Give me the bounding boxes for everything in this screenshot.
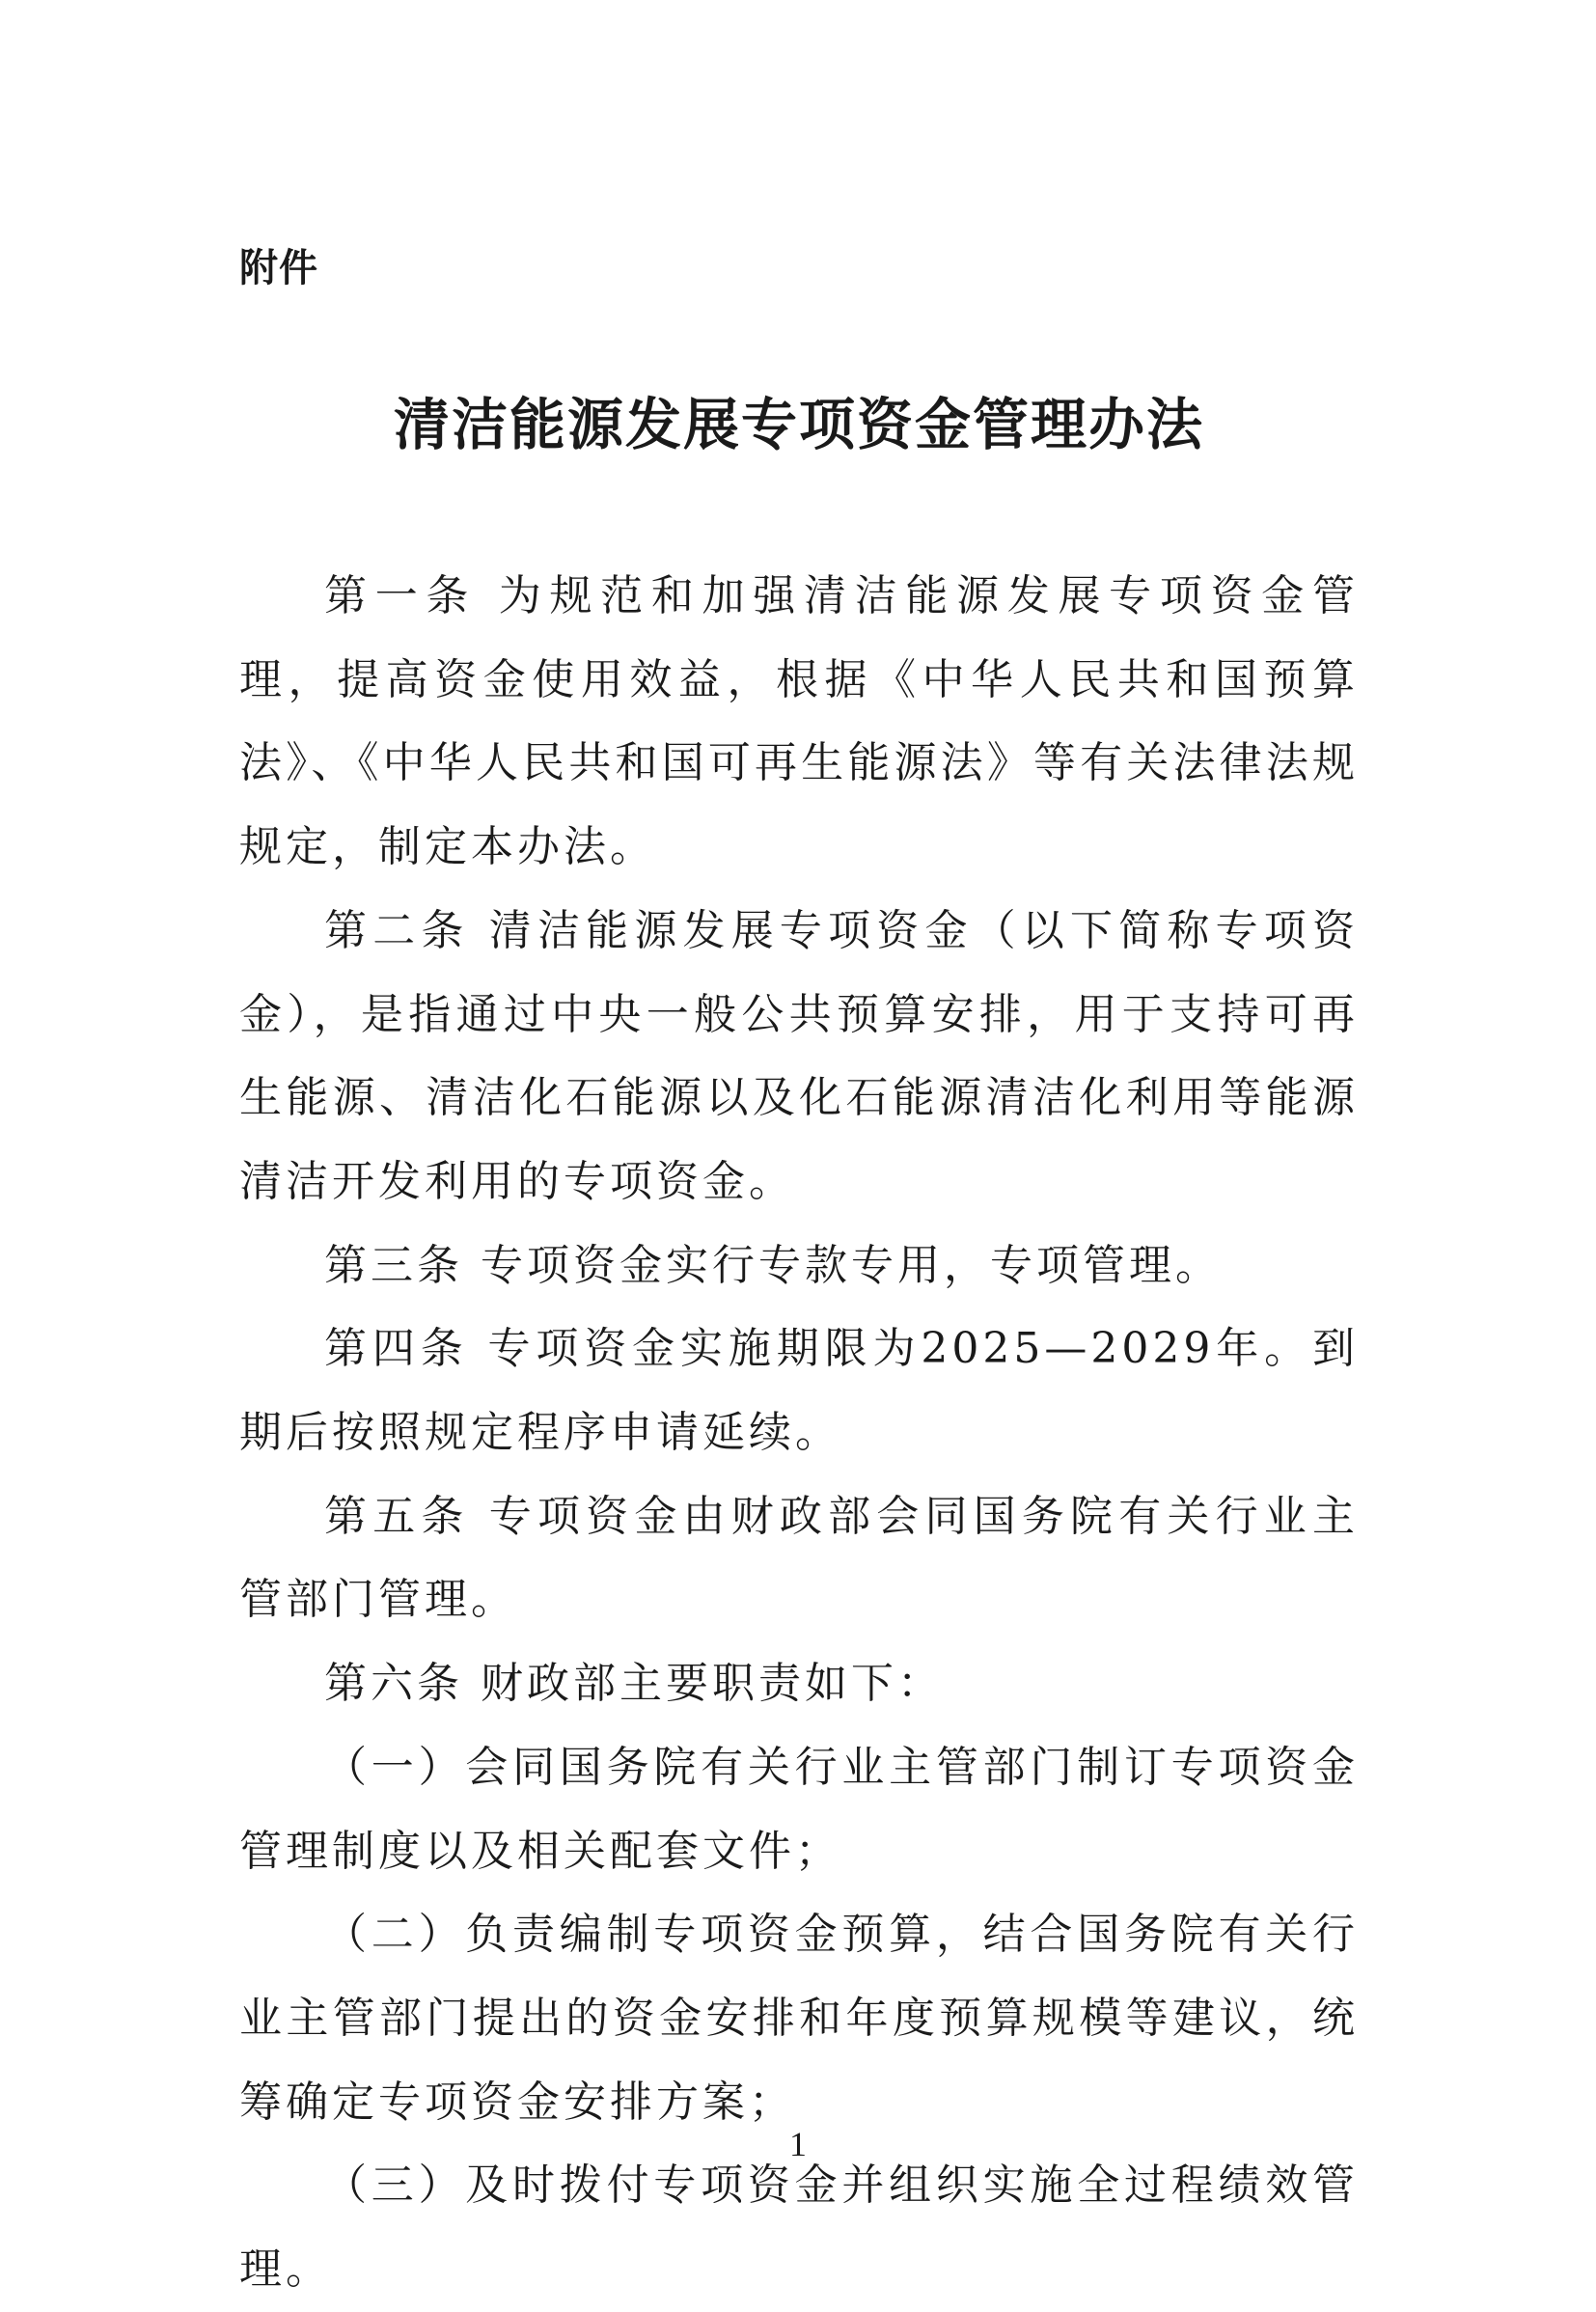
page-number: 1 — [789, 2125, 807, 2163]
document-body — [239, 555, 1359, 2312]
article-2-paragraph: 第二条 清洁能源发展专项资金（以下简称专项资金），是指通过中央一般公共预算安排，用于支持可再生能源、清洁化石能源以及化石能源清洁化利用等能源清洁开发利用的专项资金。 — [239, 905, 1359, 1206]
attachment-label: 附件 — [239, 246, 318, 290]
article-6-item-3: （三）及时拨付专项资金并组织实施全过程绩效管理。 — [239, 2161, 1359, 2295]
article-1-paragraph: 第一条 为规范和加强清洁能源发展专项资金管理，提高资金使用效益，根据《中华人民共和国预算法》、《中华人民共和国可再生能源法》等有关法律法规规定，制定本办法。 — [239, 571, 1359, 872]
article-5-paragraph: 第五条 专项资金由财政部会同国务院有关行业主管部门管理。 — [239, 1491, 1359, 1625]
article-6-paragraph: 第六条 财政部主要职责如下： — [324, 1659, 944, 1709]
article-6-item-2: （二）负责编制专项资金预算，结合国务院有关行业主管部门提出的资金安排和年度预算规模等建议，统筹确定专项资金安排方案； — [239, 1910, 1359, 2127]
article-6-item-1: （一）会同国务院有关行业主管部门制订专项资金管理制度以及相关配套文件； — [239, 1742, 1359, 1876]
article-3-paragraph: 第三条 专项资金实行专款专用，专项管理。 — [324, 1240, 1222, 1290]
article-4-paragraph: 第四条 专项资金实施期限为2025—2029年。到期后按照规定程序申请延续。 — [239, 1324, 1359, 1458]
document-title: 清洁能源发展专项资金管理办法 — [393, 392, 1204, 457]
